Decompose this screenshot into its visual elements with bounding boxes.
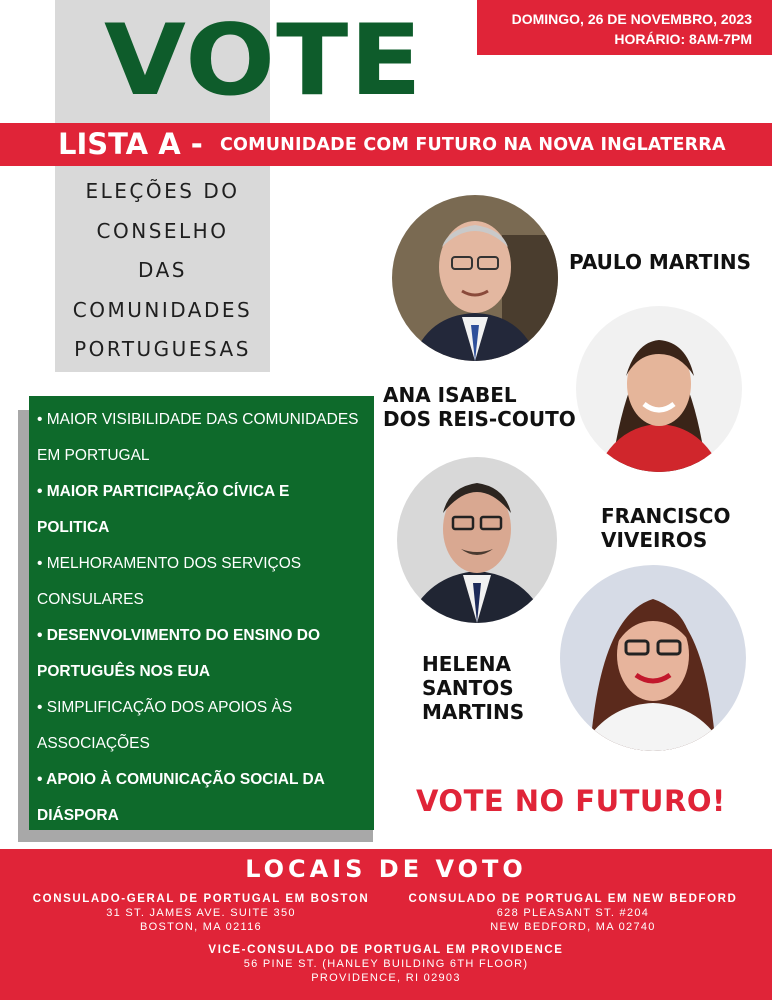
footer-title: LOCAIS DE VOTO (245, 855, 527, 883)
location-address: 628 PLEASANT ST. #204 (496, 907, 650, 919)
candidate-name-francisco-viveiros (601, 504, 730, 552)
election-date: DOMINGO, 26 DE NOVEMBRO, 2023 (511, 11, 752, 27)
location-address: NEW BEDFORD, MA 02740 (490, 921, 656, 933)
platform-item: EM PORTUGAL (37, 447, 150, 464)
platform-item: • DESENVOLVIMENTO DO ENSINO DO (37, 627, 321, 644)
platform-item: • MAIOR VISIBILIDADE DAS COMUNIDADES (37, 411, 359, 428)
voting-locations-footer (0, 849, 772, 1000)
candidate-name-line: SANTOS (422, 676, 514, 700)
platform-item: • SIMPLIFICAÇÃO DOS APOIOS ÀS (37, 699, 293, 716)
location-address: 31 ST. JAMES AVE. SUITE 350 (106, 907, 296, 919)
candidate-photo-helena-santos-martins (560, 565, 746, 751)
location-name: VICE-CONSULADO DE PORTUGAL EM PROVIDENCE (208, 944, 564, 956)
platform-item: • APOIO À COMUNICAÇÃO SOCIAL DA (37, 771, 325, 788)
candidate-name-line: VIVEIROS (601, 528, 708, 552)
candidate-name-line: DOS REIS-COUTO (383, 407, 576, 431)
list-label: LISTA A - (58, 127, 203, 161)
election-heading (55, 172, 270, 370)
platform-item: • MELHORAMENTO DOS SERVIÇOS (37, 555, 302, 572)
candidate-name-helena-santos-martins (422, 652, 524, 724)
platform-item: ASSOCIAÇÕES (37, 735, 150, 752)
candidate-name-line: PAULO MARTINS (569, 250, 752, 274)
platform-item: PORTUGUÊS NOS EUA (37, 663, 211, 680)
location-address: BOSTON, MA 02116 (140, 921, 262, 933)
location-boston (20, 892, 382, 934)
slogan: VOTE NO FUTURO! (416, 784, 726, 818)
candidate-name-ana-isabel (383, 383, 576, 431)
vote-title: VOTE (104, 4, 423, 118)
voting-hours: HORÁRIO: 8AM-7PM (614, 31, 752, 47)
candidate-name-line: ANA ISABEL (383, 383, 517, 407)
election-date-box (477, 0, 772, 55)
location-name: CONSULADO-GERAL DE PORTUGAL EM BOSTON (32, 893, 370, 905)
location-address: 56 PINE ST. (HANLEY BUILDING 6TH FLOOR) (243, 958, 529, 970)
list-banner (0, 123, 772, 166)
location-address: PROVIDENCE, RI 02903 (311, 972, 461, 984)
candidate-photo-ana-isabel (576, 306, 742, 472)
platform-item: DIÁSPORA (37, 807, 119, 824)
candidate-photo-francisco-viveiros (397, 457, 557, 623)
platform-item: POLITICA (37, 519, 110, 536)
platform-list (29, 396, 374, 830)
list-subtitle: COMUNIDADE COM FUTURO NA NOVA INGLATERRA (220, 135, 726, 155)
platform-item: CONSULARES (37, 591, 144, 608)
platform-item: • MAIOR PARTICIPAÇÃO CÍVICA E (37, 483, 290, 500)
election-line: COMUNIDADES (72, 297, 253, 322)
candidate-photo-paulo-martins (392, 195, 558, 361)
candidate-name-paulo-martins (569, 250, 751, 274)
candidate-name-line: FRANCISCO (601, 504, 731, 528)
candidate-name-line: MARTINS (422, 700, 525, 724)
location-name: CONSULADO DE PORTUGAL EM NEW BEDFORD (408, 893, 738, 905)
election-line: DAS (138, 258, 187, 282)
location-new-bedford (392, 892, 754, 934)
location-providence (136, 943, 636, 985)
election-line: ELEÇÕES DO (85, 179, 240, 203)
candidate-name-line: HELENA (422, 652, 512, 676)
election-line: PORTUGUESAS (74, 337, 251, 361)
election-line: CONSELHO (96, 218, 229, 243)
